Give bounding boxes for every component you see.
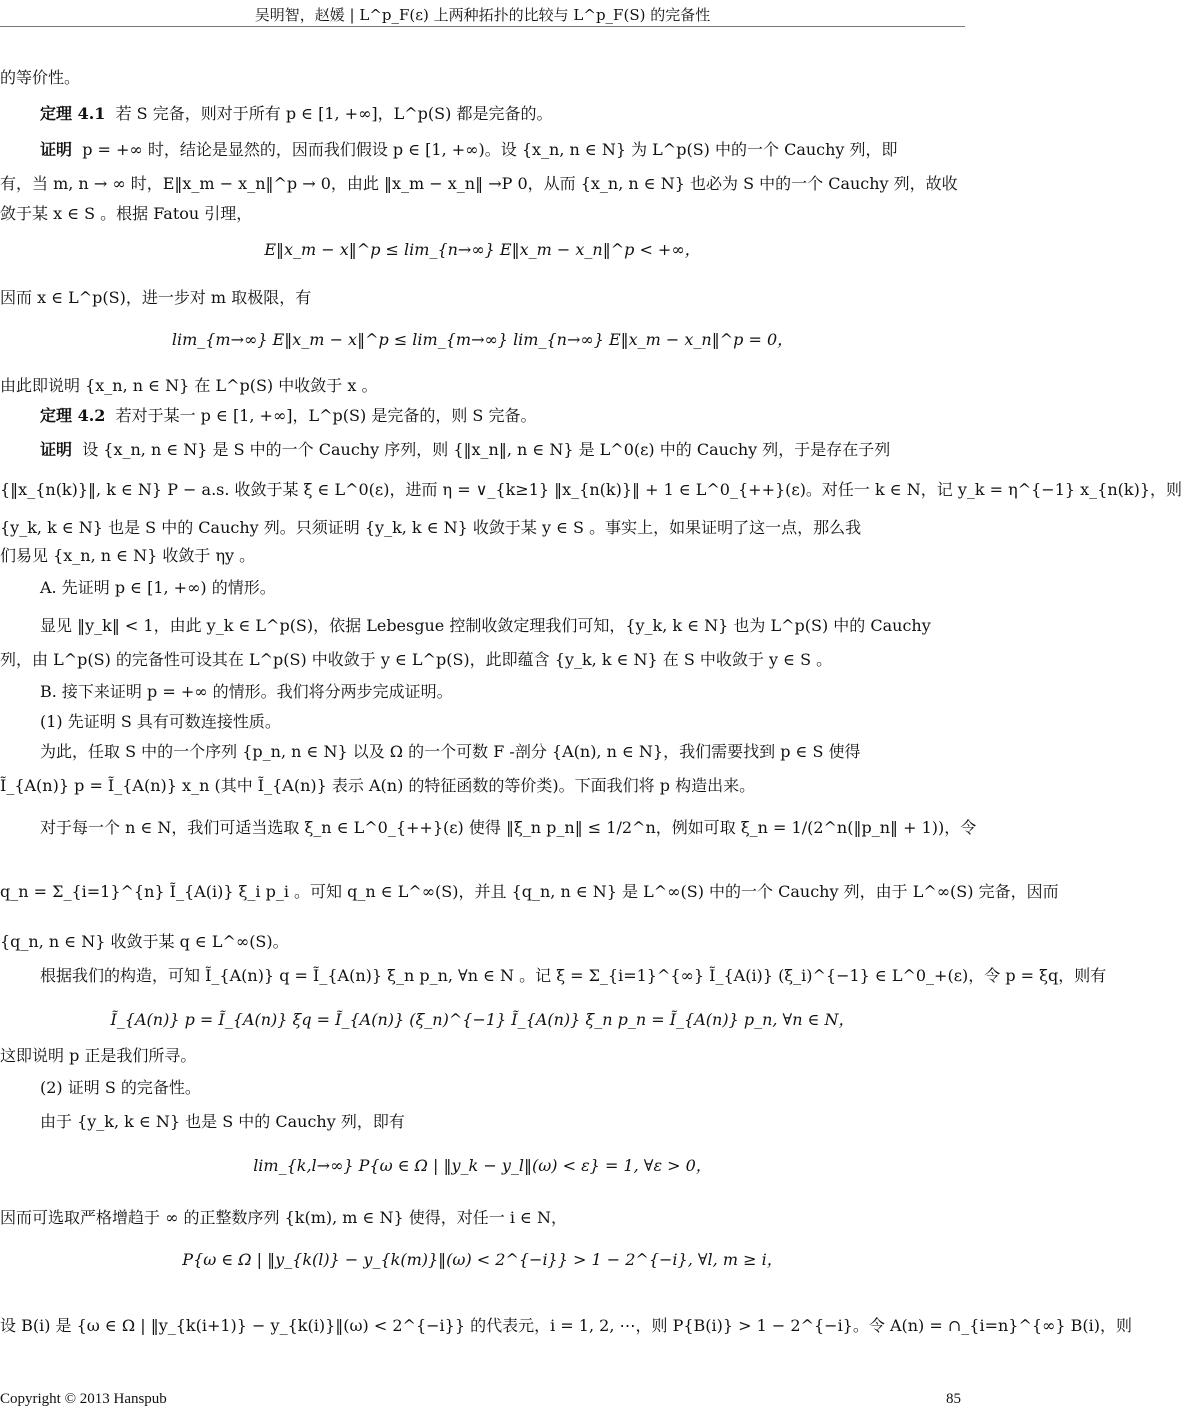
equation-3: Ĩ_{A(n)} p = Ĩ_{A(n)} ξq = Ĩ_{A(n)} (ξ_n)^{−1} Ĩ_{A(n)} ξ_n p_n = Ĩ_{A(n)} p_n, ∀n ∈ N， — [110, 1010, 855, 1029]
line-24: {q_n, n ∈ N} 收敛于某 q ∈ L^∞(S)。 — [0, 932, 289, 951]
line-07: 因而 x ∈ L^p(S)，进一步对 m 取极限，有 — [0, 288, 312, 307]
line-12: {‖x_{n(k)}‖, k ∈ N} P − a.s. 收敛于某 ξ ∈ L^0(ε)，进而 η = ∨_{k≥1} ‖x_{n(k)}‖ + 1 ∈ L^0_{++}(ε)。对任一 k ∈ N，记 y_k = η^{−1} x_{n(k)}，则 — [0, 480, 1182, 499]
line-20: 为此，任取 S 中的一个序列 {p_n, n ∈ N} 以及 Ω 的一个可数 F -剖分 {A(n), n ∈ N}，我们需要找到 p ∈ S 使得 — [40, 742, 861, 761]
line-23: q_n = Σ_{i=1}^{n} Ĩ_{A(i)} ξ_i p_i 。可知 q_n ∈ L^∞(S)，并且 {q_n, n ∈ N} 是 L^∞(S) 中的一个 Cauchy 列，由于 L^∞(S) 完备，因而 — [0, 882, 1059, 901]
line-14: 们易见 {x_n, n ∈ N} 收敛于 ηy 。 — [0, 546, 256, 565]
line-01: 的等价性。 — [0, 68, 81, 87]
line-17: 列，由 L^p(S) 的完备性可设其在 L^p(S) 中收敛于 y ∈ L^p(S)，此即蕴含 {y_k, k ∈ N} 在 S 中收敛于 y ∈ S 。 — [0, 650, 833, 669]
proof-1 — [40, 140, 965, 160]
theorem-4-1-label: 定理 4.1 — [40, 104, 106, 123]
header-rule — [0, 26, 965, 27]
line-28: (2) 证明 S 的完备性。 — [40, 1078, 201, 1097]
line-25: 根据我们的构造，可知 Ĩ_{A(n)} q = Ĩ_{A(n)} ξ_n p_n, ∀n ∈ N 。记 ξ = Σ_{i=1}^{∞} Ĩ_{A(i)} (ξ_i)^{−1} ∈ L^0_+(ε)，令 p = ξq，则有 — [40, 966, 1107, 985]
theorem-4-2-label: 定理 4.2 — [40, 406, 106, 425]
line-33: 设 B(i) 是 {ω ∈ Ω | ‖y_{k(i+1)} − y_{k(i)}‖(ω) < 2^{−i}} 的代表元，i = 1, 2, ⋯，则 P{B(i)} > 1 − 2^{−i}。令 A(n) = ∩_{i=n}^{∞} B(i)，则 — [0, 1316, 1133, 1335]
equation-1: E‖x_m − x‖^p ≤ lim_{n→∞} E‖x_m − x_n‖^p < +∞， — [264, 240, 701, 259]
equation-4: lim_{k,l→∞} P{ω ∈ Ω | ‖y_k − y_l‖(ω) < ε} = 1, ∀ε > 0， — [253, 1156, 712, 1175]
line-19: (1) 先证明 S 具有可数连接性质。 — [40, 712, 281, 731]
equation-2: lim_{m→∞} E‖x_m − x‖^p ≤ lim_{m→∞} lim_{n→∞} E‖x_m − x_n‖^p = 0， — [171, 330, 794, 349]
line-04: 有，当 m, n → ∞ 时，E‖x_m − x_n‖^p → 0，由此 ‖x_m − x_n‖ →P 0，从而 {x_n, n ∈ N} 也必为 S 中的一个 Cauchy 列，故收 — [0, 174, 958, 193]
line-27: 这即说明 p 正是我们所寻。 — [0, 1046, 197, 1065]
line-16: 显见 ‖y_k‖ < 1，由此 y_k ∈ L^p(S)，依据 Lebesgue 控制收敛定理我们可知，{y_k, k ∈ N} 也为 L^p(S) 中的 Cauchy — [40, 616, 931, 635]
theorem-4-2 — [40, 406, 965, 426]
theorem-4-2-text: 若对于某一 p ∈ [1, +∞]，L^p(S) 是完备的，则 S 完备。 — [115, 406, 537, 425]
line-29: 由于 {y_k, k ∈ N} 也是 S 中的 Cauchy 列，即有 — [40, 1112, 405, 1131]
line-05: 敛于某 x ∈ S 。根据 Fatou 引理， — [0, 204, 253, 223]
proof-1-text: p = +∞ 时，结论是显然的，因而我们假设 p ∈ [1, +∞)。设 {x_n, n ∈ N} 为 L^p(S) 中的一个 Cauchy 列，即 — [82, 140, 898, 159]
equation-5: P{ω ∈ Ω | ‖y_{k(l)} − y_{k(m)}‖(ω) < 2^{−i}} > 1 − 2^{−i}, ∀l, m ≥ i， — [182, 1250, 783, 1269]
proof-2-label: 证明 — [40, 440, 73, 459]
line-09: 由此即说明 {x_n, n ∈ N} 在 L^p(S) 中收敛于 x 。 — [0, 376, 378, 395]
theorem-4-1-text: 若 S 完备，则对于所有 p ∈ [1, +∞]，L^p(S) 都是完备的。 — [115, 104, 553, 123]
theorem-4-1 — [40, 104, 965, 124]
page-number: 85 — [946, 1391, 961, 1407]
line-22: 对于每一个 n ∈ N，我们可适当选取 ξ_n ∈ L^0_{++}(ε) 使得 ‖ξ_n p_n‖ ≤ 1/2^n，例如可取 ξ_n = 1/(2^n(‖p_n‖ + 1))，令 — [40, 818, 977, 837]
line-21: Ĩ_{A(n)} p = Ĩ_{A(n)} x_n (其中 Ĩ_{A(n)} 表示 A(n) 的特征函数的等价类)。下面我们将 p 构造出来。 — [0, 776, 756, 795]
proof-2-text: 设 {x_n, n ∈ N} 是 S 中的一个 Cauchy 序列，则 {‖x_n‖, n ∈ N} 是 L^0(ε) 中的 Cauchy 列，于是存在子列 — [82, 440, 891, 459]
line-15: A. 先证明 p ∈ [1, +∞) 的情形。 — [40, 578, 276, 597]
line-31: 因而可选取严格增趋于 ∞ 的正整数序列 {k(m), m ∈ N} 使得，对任一 i ∈ N， — [0, 1208, 567, 1227]
copyright-footer: Copyright © 2013 Hanspub — [0, 1391, 167, 1407]
proof-1-label: 证明 — [40, 140, 73, 159]
proof-2 — [40, 440, 965, 460]
running-header: 吴明智，赵媛 | L^p_F(ε) 上两种拓扑的比较与 L^p_F(S) 的完备性 — [254, 6, 711, 24]
line-13: {y_k, k ∈ N} 也是 S 中的 Cauchy 列。只须证明 {y_k, k ∈ N} 收敛于某 y ∈ S 。事实上，如果证明了这一点，那么我 — [0, 518, 862, 537]
line-18: B. 接下来证明 p = +∞ 的情形。我们将分两步完成证明。 — [40, 682, 453, 701]
